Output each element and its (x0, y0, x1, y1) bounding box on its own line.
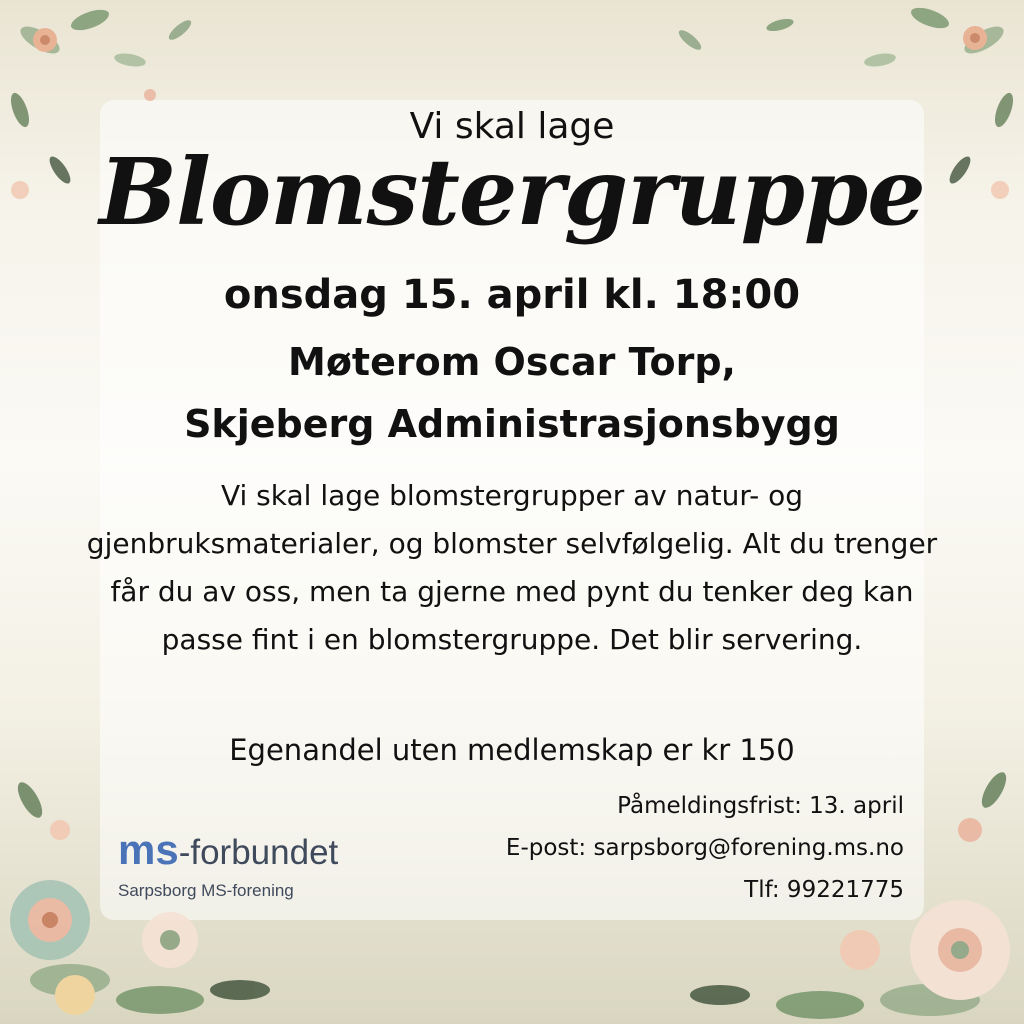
registration-deadline: Påmeldingsfrist: 13. april (617, 793, 904, 819)
logo-subtitle: Sarpsborg MS-forening (118, 881, 294, 900)
logo-wordmark: -forbundet (178, 833, 339, 872)
event-date: onsdag 15. april kl. 18:00 (223, 272, 801, 318)
event-fee: Egenandel uten medlemskap er kr 150 (229, 733, 795, 767)
event-location-building: Skjeberg Administrasjonsbygg (184, 402, 840, 446)
event-location-room: Møterom Oscar Torp, (288, 340, 736, 384)
contact-phone: Tlf: 99221775 (744, 877, 904, 903)
subtitle: Vi skal lage (409, 106, 615, 147)
contact-info (506, 785, 904, 911)
ms-forbundet-logo (118, 828, 338, 901)
contact-email: E-post: sarpsborg@forening.ms.no (505, 835, 904, 861)
poster-title: Blomstergruppe (99, 138, 925, 246)
logo-ms-mark: ms (118, 826, 179, 873)
event-description: Vi skal lage blomstergrupper av natur- og gjenbruksmaterialer, og blomster selvfølgelig. Alt du trenger får du av oss, men ta gjerne med pynt du tenker deg kan passe fint i en blomstergruppe. Det blir servering. (86, 479, 938, 656)
